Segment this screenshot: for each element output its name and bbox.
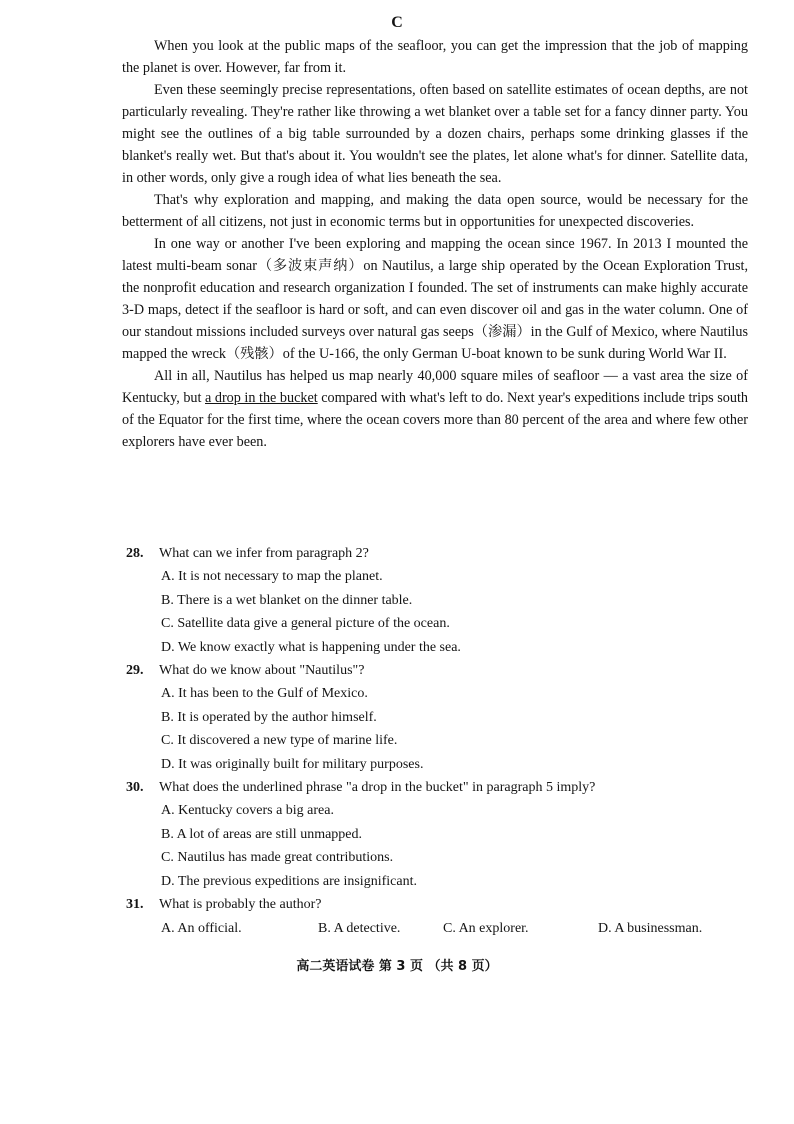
option-d: D. A businessman. [598, 920, 703, 936]
option-row [126, 917, 746, 940]
question-stem: What can we infer from paragraph 2? [159, 546, 369, 561]
option-c: C. Nautilus has made great contributions. [161, 850, 394, 866]
option-c: C. Satellite data give a general picture of the ocean. [161, 616, 450, 632]
question-number: 31. [126, 897, 144, 913]
option-c: C. An explorer. [443, 920, 529, 936]
option-a: A. Kentucky covers a big area. [161, 803, 334, 819]
option-a: A. It has been to the Gulf of Mexico. [161, 686, 368, 702]
option-b: B. A lot of areas are still unmapped. [161, 826, 363, 842]
option-a: A. It is not necessary to map the planet. [161, 569, 383, 585]
question-30 [126, 776, 746, 893]
option-d: D. We know exactly what is happening under the sea. [161, 639, 461, 655]
question-stem: What does the underlined phrase "a drop in the bucket" in paragraph 5 imply? [159, 780, 596, 796]
paragraph-2: Even these seemingly precise representations, often based on satellite estimates of ocean depths, are not particularly revealing. They're rather like throwing a wet blanket over a table set for a fancy dinner party. You might see the outlines of a big table surrounded by a dozen chairs, perhaps some drinking glasses if the blanket's really wet. But that's about it. You wouldn't see the plates, let alone what's for dinner. Satellite data, in other words, only give a rough idea of what lies beneath the sea. [122, 82, 748, 186]
question-28 [126, 542, 746, 659]
option-d: D. The previous expeditions are insignificant. [161, 873, 417, 889]
option-b: B. It is operated by the author himself. [161, 709, 377, 725]
paragraph-4: In one way or another I've been exploring and mapping the ocean since 1967. In 2013 I mounted the latest multi-beam sonar（多波束声纳）on Nautilus, a large ship operated by the Ocean Exploration Trust, the nonprofit education and research organization I founded. The set of instruments can make highly accurate 3-D maps, detect if the seafloor is hard or soft, and can even discover oil and gas in the water column. One of our standout missions included surveys over natural gas seeps（渗漏）in the Gulf of Mexico, where Nautilus mapped the wreck（残骸）of the U-166, the only German U-boat known to be sunk during World War II. [122, 236, 748, 362]
question-stem: What do we know about "Nautilus"? [159, 663, 365, 679]
question-31 [126, 893, 746, 940]
question-number: 29. [126, 663, 144, 679]
paragraph-3: That's why exploration and mapping, and making the data open source, would be necessary for the betterment of all citizens, not just in economic terms but in opportunities for unexpected discoveries. [122, 192, 748, 230]
paragraph-5-text-a: All in all, Nautilus has helped us map nearly 40,000 square miles of seafloor — a vast area the size of Kentucky, but [122, 368, 748, 406]
option-c: C. It discovered a new type of marine life. [161, 733, 398, 749]
option-d: D. It was originally built for military purposes. [161, 756, 424, 772]
reading-passage [122, 35, 748, 453]
question-number: 30. [126, 780, 144, 796]
page-footer: 高二英语试卷 第 3 页 （共 8 页） [296, 959, 498, 974]
section-heading: C [391, 14, 403, 31]
paragraph-1: When you look at the public maps of the seafloor, you can get the impression that the job of mapping the planet is over. However, far from it. [122, 38, 748, 76]
option-b: B. A detective. [318, 920, 401, 936]
question-stem: What is probably the author? [159, 897, 322, 913]
question-list [126, 542, 746, 940]
question-number: 28. [126, 546, 144, 561]
question-29 [126, 659, 746, 776]
paragraph-5-text-b: compared with what's left to do. Next year's expeditions include trips south of the Equator for the first time, where the ocean covers more than 80 percent of the area and where few other explorers have ever been. [122, 390, 748, 450]
paragraph-5 [122, 365, 748, 453]
option-b: B. There is a wet blanket on the dinner table. [161, 592, 413, 608]
underlined-phrase: a drop in the bucket [205, 390, 318, 406]
option-a: A. An official. [161, 920, 242, 936]
